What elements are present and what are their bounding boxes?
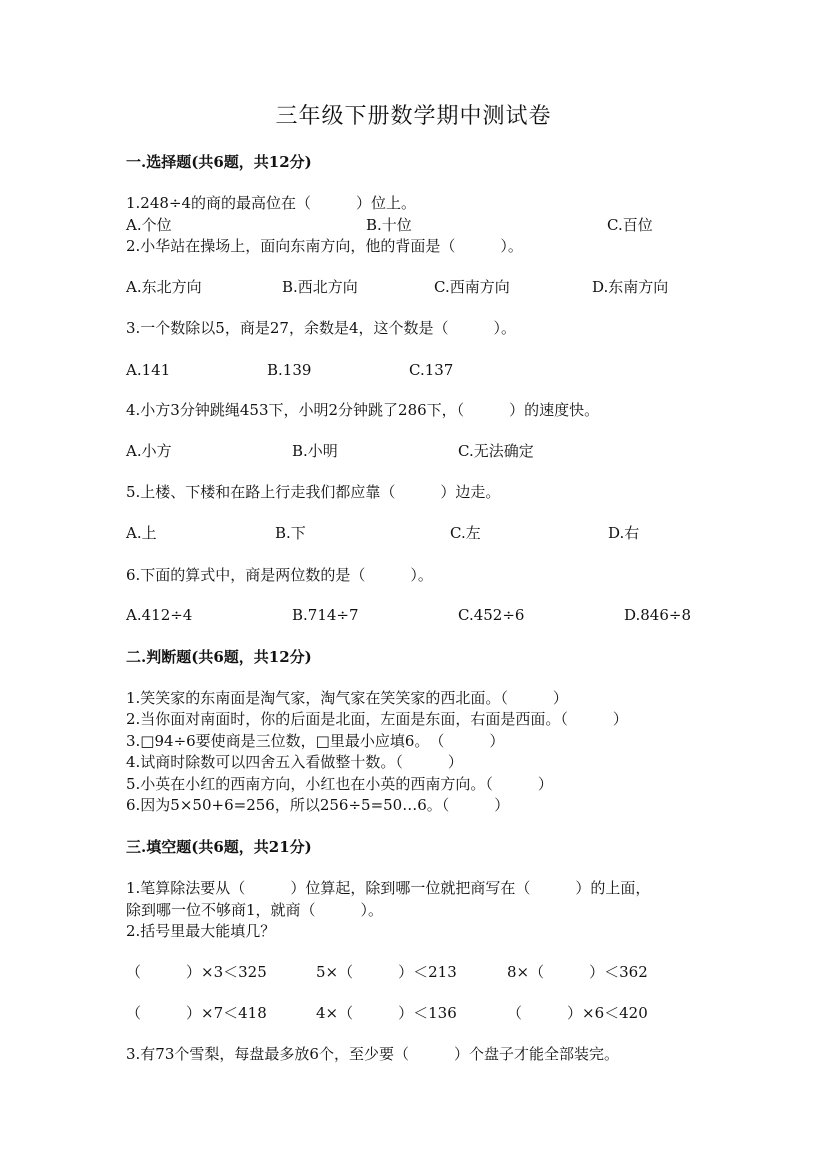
judge-item: 3.□94÷6要使商是三位数，□里最小应填6。 （ ）: [126, 732, 505, 750]
option-c: C.452÷6: [458, 606, 525, 624]
option-b: B.714÷7: [292, 606, 359, 624]
option-c: C.无法确定: [458, 442, 534, 460]
option-c: C.左: [450, 524, 481, 542]
fill-q2-stem: 2.括号里最大能填几？: [126, 922, 276, 940]
inequality: （ ）×3＜325: [126, 963, 267, 981]
judge-item: 6.因为5×50+6=256，所以256÷5=50…6。（ ）: [126, 796, 510, 814]
inequality: （ ）×6＜420: [507, 1004, 648, 1022]
inequality: 4×（ ）＜136: [316, 1004, 457, 1022]
question-stem: 4.小方3分钟跳绳453下，小明2分钟跳了286下，（ ）的速度快。: [126, 401, 600, 419]
option-a: A.上: [126, 524, 157, 542]
option-a: A.个位: [126, 216, 172, 234]
inequality: 5×（ ）＜213: [316, 963, 457, 981]
section-heading-judge: 二.判断题(共6题，共12分): [126, 648, 312, 666]
judge-item: 1.笑笑家的东南面是淘气家，淘气家在笑笑家的西北面。（ ）: [126, 689, 568, 707]
option-a: A.小方: [126, 442, 172, 460]
judge-item: 5.小英在小红的西南方向，小红也在小英的西南方向。（ ）: [126, 775, 553, 793]
option-d: D.846÷8: [624, 606, 692, 624]
option-b: B.139: [267, 361, 312, 379]
question-stem: 2.小华站在操场上，面向东南方向，他的背面是（ ）。: [126, 237, 523, 255]
option-c: C.百位: [607, 216, 653, 234]
section-heading-fill: 三.填空题(共6题，共21分): [126, 838, 312, 856]
option-b: B.小明: [292, 442, 338, 460]
fill-q1-line1: 1.笔算除法要从（ ）位算起，除到哪一位就把商写在（ ）的上面，: [126, 879, 651, 897]
option-b: B.下: [275, 524, 306, 542]
option-c: C.西南方向: [434, 278, 510, 296]
question-stem: 3.一个数除以5，商是27，余数是4，这个数是（ ）。: [126, 319, 516, 337]
question-stem: 1.248÷4的商的最高位在（ ）位上。: [126, 194, 417, 212]
option-a: A.141: [126, 361, 171, 379]
option-a: A.412÷4: [126, 606, 193, 624]
option-b: B.西北方向: [282, 278, 358, 296]
page-title: 三年级下册数学期中测试卷: [275, 104, 552, 129]
judge-item: 2.当你面对南面时，你的后面是北面，左面是东面，右面是西面。（ ）: [126, 710, 628, 728]
question-stem: 5.上楼、下楼和在路上行走我们都应靠（ ）边走。: [126, 483, 501, 501]
section-heading-choice: 一.选择题(共6题，共12分): [126, 153, 312, 171]
option-d: D.右: [608, 524, 640, 542]
option-d: D.东南方向: [592, 278, 669, 296]
fill-q1-line2: 除到哪一位不够商1，就商（ ）。: [126, 901, 384, 919]
question-stem: 6.下面的算式中，商是两位数的是（ ）。: [126, 566, 433, 584]
option-b: B.十位: [366, 216, 412, 234]
fill-q3-stem: 3.有73个雪梨，每盘最多放6个，至少要（ ）个盘子才能全部装完。: [126, 1045, 619, 1063]
option-a: A.东北方向: [126, 278, 202, 296]
inequality: （ ）×7＜418: [126, 1004, 267, 1022]
option-c: C.137: [409, 361, 454, 379]
inequality: 8×（ ）＜362: [507, 963, 648, 981]
judge-item: 4.试商时除数可以四舍五入看做整十数。（ ）: [126, 753, 463, 771]
